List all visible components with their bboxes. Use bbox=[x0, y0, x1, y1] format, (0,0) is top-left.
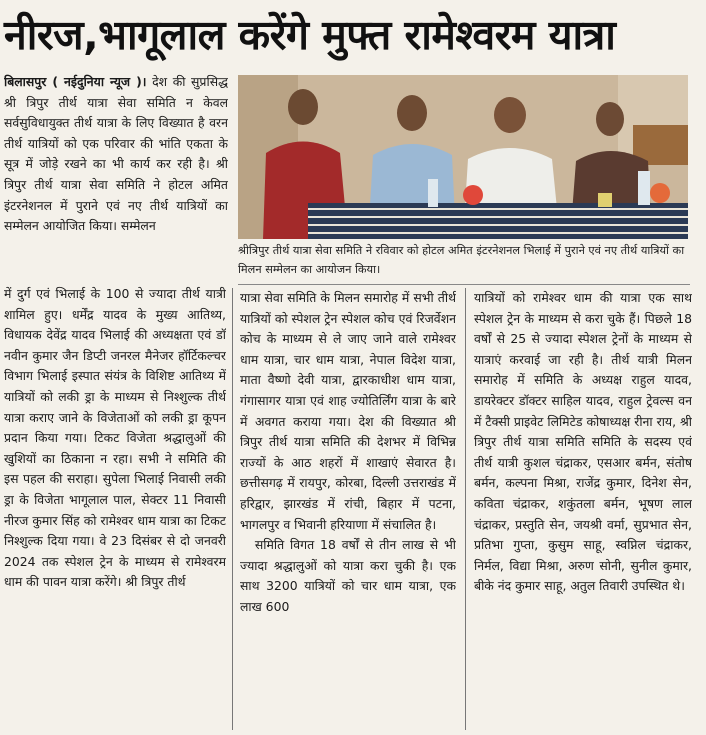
photo-caption: श्रीत्रिपुर तीर्थ यात्रा सेवा समिति ने रविवार को होटल अमित इंटरनेशनल भिलाई में पुराने एवं नए तीर्थ यात्रियों का मिलन सम्मेलन का आयोजन किया। bbox=[238, 244, 685, 276]
column-divider-2 bbox=[465, 288, 466, 730]
caption-divider bbox=[238, 284, 690, 285]
article-text-2b: समिति विगत 18 वर्षों से तीन लाख से भी ज्यादा श्रद्धालुओं को यात्रा करा चुकी है। एक साथ 3200 यात्रियों को चार धाम यात्रा, एक लाख 600 bbox=[240, 537, 456, 614]
column-divider-1 bbox=[232, 288, 233, 730]
article-text-1b: में दुर्ग एवं भिलाई के 100 से ज्यादा तीर्थ यात्री शामिल हुए। धर्मेंद्र यादव के मुख्य आतिथ्य, विधायक देवेंद्र यादव भिलाई की अध्यक्षता एवं डॉ नवीन कुमार जैन डिप्टी जनरल मैनेजर हॉर्टिकल्चर विभाग भिलाई इस्पात संयंत्र के विशिष्ट आतिथ्य में यात्रियों को लकी ड्रा के माध्यम से निश्शुल्क तीर्थ यात्रा कराए जाने के विजेताओं को लकी ड्रा कूपन प्रदान किया गया। टिकट विजेता श्रद्धालुओं की खुशियों का ठिकाना न रहा। सभी ने समिति की इस पहल की सराहा। सुपेला भिलाई निवासी लकी ड्रा के विजेता भागूलाल पाल, सेक्टर 11 निवासी नीरज कुमार सिंह को रामेश्वर धाम यात्रा का टिकट निश्शुल्क दिया गया। वे 23 दिसंबर से दो जनवरी 2024 तक स्पेशल ट्रेन के माध्यम से रामेश्वरम धाम की पावन यात्रा करेंगे। श्री त्रिपुर तीर्थ bbox=[4, 286, 226, 590]
article-column-2 bbox=[240, 288, 456, 730]
article-column-3 bbox=[474, 288, 692, 730]
article-column-1-top bbox=[4, 72, 228, 284]
article-text-3: यात्रियों को रामेश्वर धाम की यात्रा एक साथ स्पेशल ट्रेन के माध्यम से करा चुके हैं। पिछले 18 वर्षों से 25 से ज्यादा स्पेशल ट्रेनों के माध्यम से यात्राएं करवाई जा रही है। तीर्थ यात्री मिलन समारोह में समिति के अध्यक्ष राहुल यादव, डायरेक्टर डॉक्टर साहिल यादव, राहुल ट्रेवल्स वन में टैक्सी प्राइवेट लिमिटेड कोषाध्यक्ष रीना राय, श्री त्रिपुर तीर्थ यात्रा समिति समिति के सदस्य एवं तीर्थ यात्री कुशल चंद्राकर, एसआर बर्मन, संतोष बर्मन, कल्पना मिश्रा, राजेंद्र कुमार, दिनेश सेन, कविता चंद्राकर, शकुंतला बर्मन, भूषण लाल चंद्राकर, प्रस्तुति सेन, जयश्री वर्मा, सुप्रभात सेन, प्रतिभा गुप्ता, कुसुम साहू, स्वप्निल चंद्राकर, निर्मल, विद्या मिश्रा, अरुण सोनी, सुनील कुमार, बीके नंद कुमार साहू, अतुल तिवारी उपस्थित थे। bbox=[474, 290, 692, 594]
article-text-1: देश की सुप्रसिद्ध श्री त्रिपुर तीर्थ यात्रा सेवा समिति न केवल सर्वसुविधायुक्त तीर्थ यात्रा के लिए विख्यात है वरन तीर्थ यात्रियों को एक परिवार की भांति एकता के सूत्र में जोड़े रखने का भी कार्य कर रही है। श्री त्रिपुर तीर्थ यात्रा सेवा समिति ने होटल अमित इंटरनेशनल में पुराने एवं नए तीर्थ यात्रियों का सम्मेलन आयोजित किया। सम्मेलन bbox=[4, 74, 228, 234]
article-text-2: यात्रा सेवा समिति के मिलन समारोह में सभी तीर्थ यात्रियों को स्पेशल ट्रेन स्पेशल कोच एवं रिजर्वेशन कोच के माध्यम से ले जाए जाने वाले रामेश्वर धाम यात्रा, चार धाम यात्रा, नेपाल विदेश यात्रा, माता वैष्णो देवी यात्रा, द्वारकाधीश धाम यात्रा, गंगासागर यात्रा एवं शाह ज्योतिर्लिंग यात्रा के बारे में अवगत कराया गया। देश की विख्यात श्री त्रिपुर तीर्थ यात्रा समिति की देशभर में विभिन्न राज्यों के आठ शहरों में शाखाएं सेवारत है। छत्तीसगढ़ में रायपुर, कोरबा, दिल्ली उत्तराखंड में हरिद्वार, झारखंड में रांची, बिहार में पटना, भागलपुर व भिवानी हरियाणा में संचालित है। bbox=[240, 290, 456, 532]
article-column-1-bottom bbox=[4, 284, 226, 730]
dateline: बिलासपुर ( नईदुनिया न्यूज )। bbox=[4, 74, 147, 89]
news-photo bbox=[238, 75, 688, 239]
headline: नीरज,भागूलाल करेंगे मुफ्त रामेश्वरम यात्रा bbox=[4, 11, 616, 59]
